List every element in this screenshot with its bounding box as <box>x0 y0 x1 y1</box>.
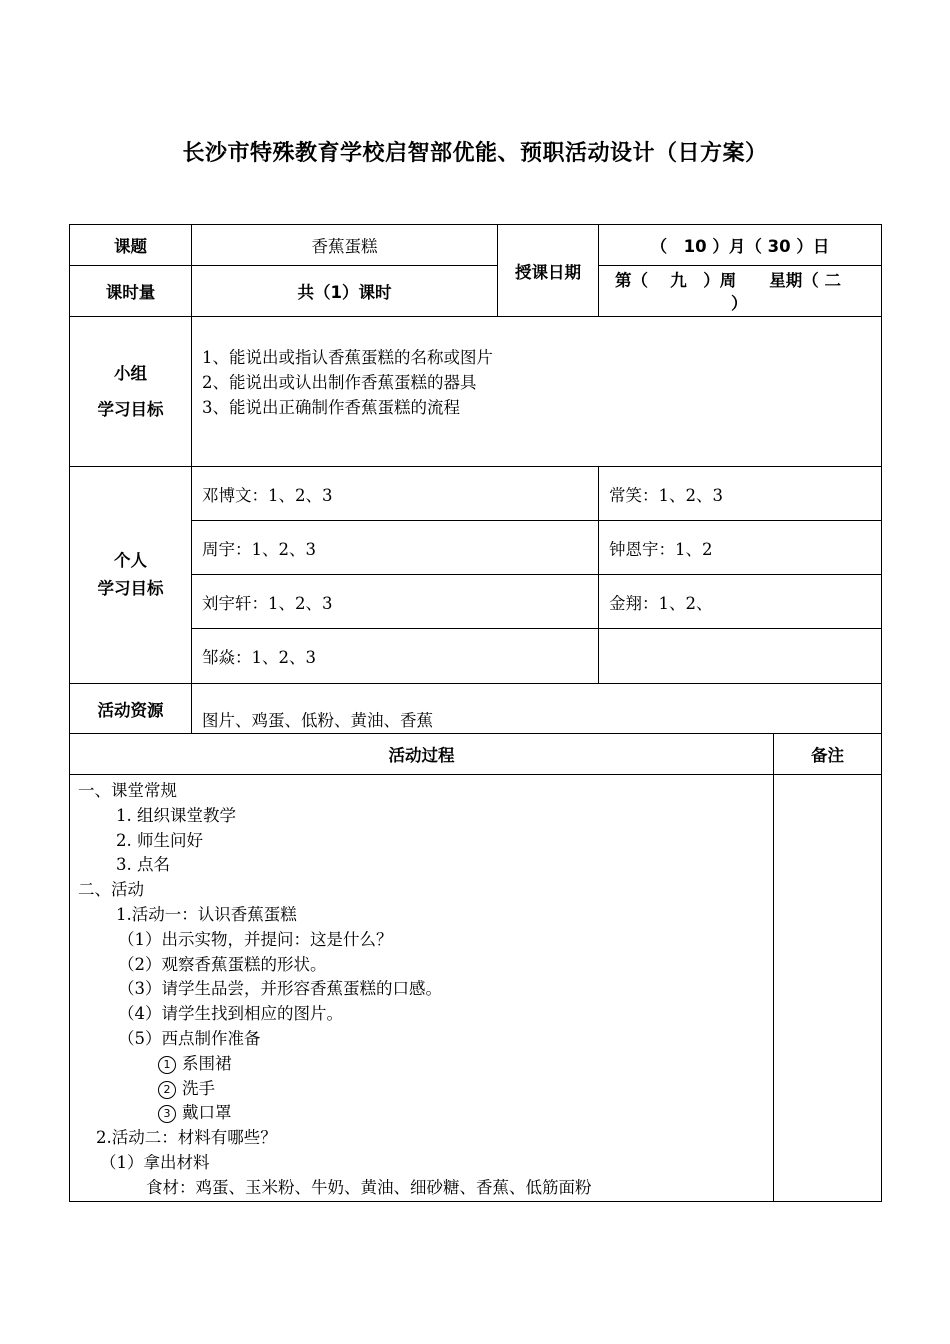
student-goal: 邹焱：1、2、3 <box>192 629 599 684</box>
process-line-text: 戴口罩 <box>182 1103 232 1123</box>
process-line-text: 食材：鸡蛋、玉米粉、牛奶、黄油、细砂糖、香蕉、低筋面粉 <box>146 1177 592 1197</box>
circled-number-icon: 1 <box>158 1056 176 1074</box>
topic-value: 香蕉蛋糕 <box>192 225 498 266</box>
student-goal-empty <box>599 629 882 684</box>
process-content <box>70 775 774 1202</box>
student-goal: 刘宇轩：1、2、3 <box>192 575 599 629</box>
process-line <box>78 928 773 953</box>
process-line <box>78 829 773 854</box>
process-line-text: 一、课堂常规 <box>78 781 177 800</box>
process-line <box>78 1052 773 1077</box>
student-goal: 金翔：1、2、 <box>599 575 882 629</box>
notes-header: 备注 <box>774 734 882 775</box>
group-goal-item: 1、能说出或指认香蕉蛋糕的名称或图片 <box>202 348 493 367</box>
process-line <box>78 1077 773 1102</box>
student-goal: 钟恩宇：1、2 <box>599 521 882 575</box>
process-line-text: 1.活动一：认识香蕉蛋糕 <box>116 904 297 924</box>
process-line-text: 1. 组织课堂教学 <box>116 805 236 825</box>
individual-goals-label-line2: 学习目标 <box>97 579 164 598</box>
individual-goals-label <box>70 467 192 684</box>
process-line <box>78 1101 773 1126</box>
week-value-line1: 第（ 九 ）周 星期（ 二 <box>615 271 841 290</box>
circled-number-icon: 3 <box>158 1105 176 1123</box>
process-line <box>78 1126 773 1151</box>
process-line <box>78 953 773 978</box>
group-goals-label <box>70 317 192 467</box>
process-line-text: 系围裙 <box>182 1053 232 1073</box>
process-line <box>78 804 773 829</box>
page-title: 长沙市特殊教育学校启智部优能、预职活动设计（日方案） <box>182 141 768 166</box>
student-goal: 常笑：1、2、3 <box>599 467 882 521</box>
topic-label: 课题 <box>70 225 192 266</box>
process-line-text: 2.活动二：材料有哪些？ <box>96 1128 277 1148</box>
process-line-text: （4）请学生找到相应的图片。 <box>118 1004 343 1024</box>
circled-number-icon: 2 <box>158 1081 176 1099</box>
group-goal-item: 3、能说出正确制作香蕉蛋糕的流程 <box>202 398 460 417</box>
hours-value: 共（1）课时 <box>192 266 498 317</box>
process-line <box>78 1027 773 1052</box>
resources-value: 图片、鸡蛋、低粉、黄油、香蕉 <box>192 684 882 734</box>
process-line <box>78 1002 773 1027</box>
resources-label: 活动资源 <box>70 684 192 734</box>
group-goals-list <box>192 317 882 467</box>
week-value-line2: ） <box>731 294 748 313</box>
date-label: 授课日期 <box>498 225 599 317</box>
student-goal: 邓博文：1、2、3 <box>192 467 599 521</box>
process-header: 活动过程 <box>70 734 774 775</box>
process-line-text: 二、活动 <box>78 880 144 900</box>
process-line-text: （1）出示实物，并提问：这是什么？ <box>118 929 393 949</box>
process-line <box>78 1176 773 1201</box>
group-goals-label-line2: 学习目标 <box>97 399 164 419</box>
hours-label: 课时量 <box>70 266 192 317</box>
notes-content <box>774 775 882 1202</box>
week-value <box>599 266 882 317</box>
process-line <box>78 853 773 878</box>
process-line <box>78 779 773 804</box>
date-value: （ 10 ）月（ 30 ）日 <box>599 225 882 266</box>
process-line <box>78 977 773 1002</box>
process-line-text: 洗手 <box>182 1078 215 1098</box>
process-line-text: （5）西点制作准备 <box>118 1028 261 1048</box>
process-line-text: 2. 师生问好 <box>116 830 203 850</box>
process-line-text: （1）拿出材料 <box>100 1152 210 1172</box>
student-goal: 周宇：1、2、3 <box>192 521 599 575</box>
process-line <box>78 903 773 928</box>
process-table <box>69 733 882 1202</box>
process-line-text: （2）观察香蕉蛋糕的形状。 <box>118 954 327 974</box>
group-goals-label-line1: 小组 <box>114 363 147 383</box>
process-line <box>78 1151 773 1176</box>
process-line-text: （3）请学生品尝，并形容香蕉蛋糕的口感。 <box>118 979 442 999</box>
process-line <box>78 878 773 903</box>
lesson-info-table <box>69 224 882 734</box>
individual-goals-label-line1: 个人 <box>114 551 147 570</box>
group-goal-item: 2、能说出或认出制作香蕉蛋糕的器具 <box>202 373 477 392</box>
process-line-text: 3. 点名 <box>116 855 170 875</box>
